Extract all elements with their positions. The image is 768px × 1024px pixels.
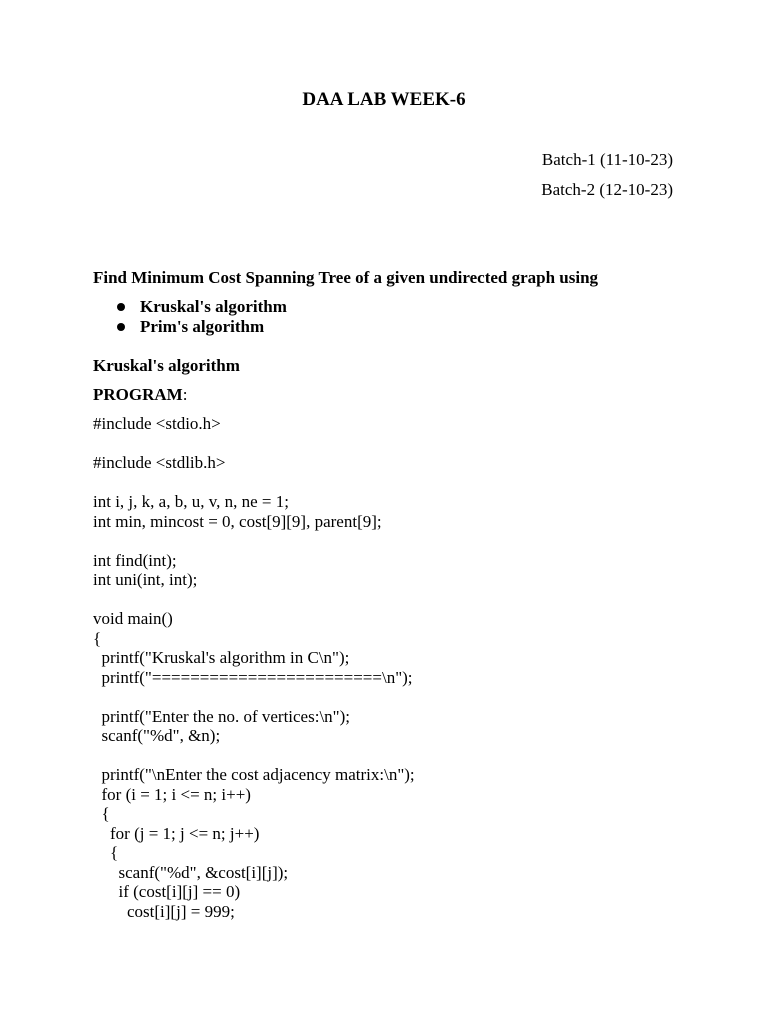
- bullet-icon: [117, 323, 125, 331]
- code-line: {: [93, 628, 102, 648]
- program-colon: :: [182, 385, 188, 404]
- code-block: [93, 414, 415, 921]
- code-line: int find(int);: [93, 550, 177, 570]
- code-line: printf("Kruskal's algorithm in C\n");: [93, 648, 350, 667]
- section-heading: Kruskal's algorithm: [93, 356, 240, 375]
- code-line: [93, 434, 415, 454]
- bullet-icon: [117, 303, 125, 311]
- code-line: #include <stdlib.h>: [93, 453, 226, 472]
- algorithm-list: [115, 297, 287, 337]
- code-line: printf("\nEnter the cost adjacency matrix:\n");: [93, 765, 415, 784]
- code-line: int uni(int, int);: [93, 570, 198, 589]
- batch-1-date: Batch-1 (11-10-23): [541, 150, 673, 169]
- code-line: [93, 590, 415, 610]
- code-line: {: [93, 843, 119, 862]
- code-line: [93, 687, 415, 707]
- code-line: #include <stdio.h>: [93, 414, 221, 433]
- code-line: cost[i][j] = 999;: [93, 901, 235, 921]
- task-statement: Find Minimum Cost Spanning Tree of a given undirected graph using: [93, 268, 599, 287]
- algorithm-item: [115, 317, 287, 337]
- code-line: [93, 473, 415, 493]
- algorithm-item: [115, 297, 287, 317]
- batch-2-date: Batch-2 (12-10-23): [541, 180, 673, 199]
- code-line: printf("========================\n");: [93, 667, 413, 687]
- program-label: PROGRAM: [93, 385, 183, 404]
- code-line: void main(): [93, 609, 173, 628]
- code-line: {: [93, 804, 110, 823]
- code-line: if (cost[i][j] == 0): [93, 882, 241, 901]
- document-title: DAA LAB WEEK-6: [302, 89, 466, 110]
- code-line: [93, 531, 415, 551]
- code-line: scanf("%d", &cost[i][j]);: [93, 862, 289, 882]
- code-line: for (j = 1; j <= n; j++): [93, 823, 260, 843]
- program-heading: [93, 384, 187, 406]
- code-line: int min, mincost = 0, cost[9][9], parent[9];: [93, 511, 382, 531]
- code-line: printf("Enter the no. of vertices:\n");: [93, 706, 350, 726]
- code-line: int i, j, k, a, b, u, v, n, ne = 1;: [93, 492, 289, 511]
- algorithm-label: Kruskal's algorithm: [140, 297, 287, 316]
- code-line: scanf("%d", &n);: [93, 726, 221, 745]
- code-line: for (i = 1; i <= n; i++): [93, 784, 251, 804]
- algorithm-label: Prim's algorithm: [140, 317, 265, 336]
- code-line: [93, 746, 415, 766]
